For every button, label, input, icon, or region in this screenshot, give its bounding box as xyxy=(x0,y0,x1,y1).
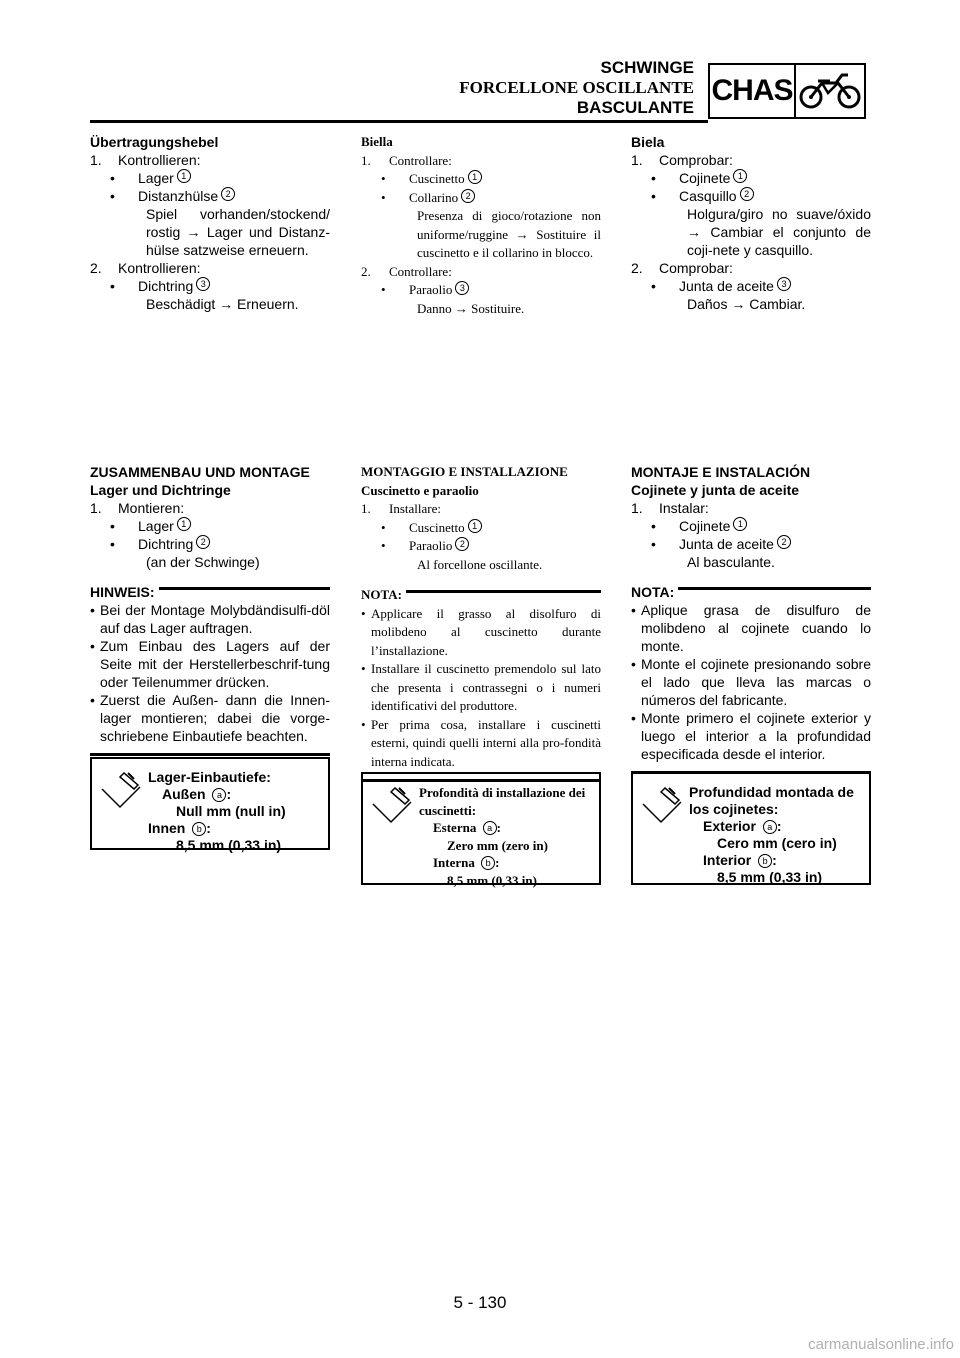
step-label: Controllare: xyxy=(389,263,452,279)
spec-inner: Interna b : xyxy=(433,855,500,870)
spec-inner: Interior b : xyxy=(703,852,777,868)
wrench-icon xyxy=(639,784,685,831)
section-titles xyxy=(459,58,694,118)
note-text: Monte el cojinete presionando sobre el lado que lleva las marcas o números del fabricante. xyxy=(641,656,871,708)
es-bottom-bullet1: • Cojinete 1 xyxy=(631,517,871,535)
it-top-step1 xyxy=(361,152,601,171)
es-top-bullet3-text: Daños → Cambiar. xyxy=(687,296,806,312)
de-note-header xyxy=(90,583,330,601)
motorcycle-icon xyxy=(796,65,864,117)
es-spec-box xyxy=(631,772,871,885)
step-number: 1. xyxy=(361,501,371,516)
callout-number: 2 xyxy=(221,187,235,201)
spec-outer-label: Exterior xyxy=(703,818,756,834)
it-spec-box xyxy=(361,772,601,888)
de-top-bullet2-text: Spiel vorhanden/stockend/ rostig → Lager und Distanz-hülse satzweise erneuern. xyxy=(146,206,330,258)
bullet-text: Paraolio xyxy=(409,538,453,553)
note-text: Per prima cosa, installare i cuscinetti esterni, quindi quelli interni alla pro-fondità interna indicata. xyxy=(371,716,601,769)
it-top-section xyxy=(361,133,601,318)
spec-title: Profundidad montada de los cojinetes: xyxy=(689,784,854,817)
step-label: Controllare: xyxy=(389,152,452,168)
note-label: HINWEIS: xyxy=(90,584,155,600)
es-note-item: • Monte primero el cojinete exterior y luego el interior a la profundidad especificada desde el interior. xyxy=(631,710,871,762)
spec-inner-value: 8,5 mm (0,33 in) xyxy=(447,872,537,888)
title-de: SCHWINGE xyxy=(600,58,694,77)
note-text: Bei der Montage Molybdändisulfi-döl auf das Lager auftragen. xyxy=(100,602,330,636)
es-top-bullet2: • Casquillo 2 xyxy=(631,187,871,205)
mark-letter: b xyxy=(758,854,772,868)
spec-inner-label: Interior xyxy=(703,852,752,868)
note-end-rule xyxy=(90,753,330,756)
it-bottom-step1 xyxy=(361,500,601,519)
step-number: 2. xyxy=(361,263,371,279)
spec-outer-value: Zero mm (zero in) xyxy=(447,837,548,853)
es-note-item: • Aplique grasa de disulfuro de molibdeno al cojinete cuando lo monte. xyxy=(631,602,871,654)
bullet-text: Dichtring xyxy=(138,536,194,552)
note-text: Applicare il grasso al disolfuro di molibdeno al cuscinetto durante l’installazione. xyxy=(371,605,601,658)
spec-inner-label: Interna xyxy=(433,855,475,870)
de-spec-box xyxy=(90,757,330,853)
bullet-text: Cuscinetto xyxy=(409,519,465,535)
spec-title: Lager-Einbautiefe: xyxy=(148,769,271,785)
callout-number: 2 xyxy=(196,535,210,549)
callout-number: 1 xyxy=(468,170,482,184)
title-it: FORCELLONE OSCILLANTE xyxy=(459,78,694,97)
it-bottom-section xyxy=(361,463,601,782)
title-es: BASCULANTE xyxy=(576,98,694,117)
spec-outer: Außen a : xyxy=(162,786,232,802)
es-note-item: • Monte el cojinete presionando sobre el lado que lleva las marcas o números del fabricante. xyxy=(631,656,871,708)
mark-letter: a xyxy=(483,821,497,835)
spec-inner-value: 8,5 mm (0,33 in) xyxy=(176,837,282,853)
spec-inner-value: 8,5 mm (0,33 in) xyxy=(717,869,823,885)
it-top-step2 xyxy=(361,263,601,282)
de-bottom-heading: ZUSAMMENBAU UND MONTAGE xyxy=(90,464,310,480)
callout-number: 2 xyxy=(461,189,475,203)
step-label: Instalar: xyxy=(659,500,709,516)
es-bottom-heading: MONTAJE E INSTALACIÓN xyxy=(631,464,811,480)
it-top-heading: Biella xyxy=(361,134,393,149)
mark-letter: a xyxy=(212,788,226,802)
it-note-item: • Per prima cosa, installare i cuscinetti esterni, quindi quelli interni alla pro-fondità interna indicata. xyxy=(361,716,601,772)
spec-inner: Innen b : xyxy=(148,820,211,836)
de-bottom-bullet2-text: (an der Schwinge) xyxy=(146,554,260,570)
step-number: 1. xyxy=(631,500,643,516)
mark-letter: b xyxy=(481,856,495,870)
es-top-heading: Biela xyxy=(631,134,665,150)
spec-outer-label: Esterna xyxy=(433,820,477,835)
it-bottom-heading: MONTAGGIO E INSTALLAZIONE xyxy=(361,464,568,479)
it-bottom-subheading: Cuscinetto e paraolio xyxy=(361,482,479,498)
callout-number: 3 xyxy=(777,277,791,291)
es-bottom-subheading: Cojinete y junta de aceite xyxy=(631,482,800,498)
note-text: Installare il cuscinetto premendolo sul lato che presenta i contrassegni o i numeri identificativi del produttore. xyxy=(371,661,601,713)
mark-letter: a xyxy=(763,820,777,834)
spec-outer-value: Cero mm (cero in) xyxy=(717,835,837,851)
es-top-bullet3: • Junta de aceite 3 xyxy=(631,277,871,295)
it-top-bullet3: • Paraolio 3 xyxy=(361,281,601,300)
spec-title: Profondità di installazione dei cuscinetti: xyxy=(419,785,586,818)
step-label: Installare: xyxy=(389,501,441,516)
it-top-bullet2-text: Presenza di gioco/rotazione non uniforme/ruggine → Sostituire il cuscinetto e il collarino in blocco. xyxy=(417,208,601,260)
spec-outer-label: Außen xyxy=(162,786,206,802)
bullet-text: Collarino xyxy=(409,189,459,205)
note-text: Zum Einbau des Lagers auf der Seite mit der Herstellerbeschrif-tung oder Teilenummer drücken. xyxy=(100,638,330,690)
de-top-bullet2: • Distanzhülse 2 xyxy=(90,187,330,205)
de-bottom-bullet1: • Lager 1 xyxy=(90,517,330,535)
spec-outer: Esterna a : xyxy=(433,820,501,835)
callout-number: 1 xyxy=(733,169,747,183)
watermark: carmanualsonline.info xyxy=(808,1336,954,1353)
de-note-item: • Bei der Montage Molybdändisulfi-döl auf das Lager auftragen. xyxy=(90,602,330,636)
step-number: 2. xyxy=(631,260,643,276)
it-bottom-bullet1: • Cuscinetto 1 xyxy=(361,519,601,538)
it-top-bullet1: • Cuscinetto 1 xyxy=(361,170,601,189)
note-label: NOTA: xyxy=(361,587,402,602)
step-number: 1. xyxy=(631,152,643,168)
de-top-bullet3: • Dichtring 3 xyxy=(90,277,330,295)
it-bottom-bullet2-text: Al forcellone oscillante. xyxy=(417,556,543,572)
es-top-bullet2-text: Holgura/giro no suave/óxido → Cambiar el conjunto de coji-nete y casquillo. xyxy=(687,206,871,258)
callout-number: 2 xyxy=(455,537,469,551)
step-number: 1. xyxy=(90,500,102,516)
it-top-bullet2: • Collarino 2 xyxy=(361,189,601,208)
it-top-bullet3-text: Danno → Sostituire. xyxy=(417,300,525,316)
de-bottom-section xyxy=(90,463,330,756)
de-top-step2 xyxy=(90,259,330,277)
bullet-text: Cuscinetto xyxy=(409,171,465,186)
bullet-text: Cojinete xyxy=(679,518,731,534)
es-top-bullet1: • Cojinete 1 xyxy=(631,169,871,187)
wrench-icon xyxy=(369,784,415,831)
de-top-heading: Übertragungshebel xyxy=(90,134,219,150)
it-note-item: • Installare il cuscinetto premendolo sul lato che presenta i contrassegni o i numeri identificativi del produttore. xyxy=(361,660,601,716)
bullet-text: Junta de aceite xyxy=(679,536,774,552)
de-bottom-subheading: Lager und Dichtringe xyxy=(90,482,231,498)
de-top-bullet1: • Lager 1 xyxy=(90,169,330,187)
spec-outer-value: Null mm (null in) xyxy=(176,803,286,819)
bullet-text: Dichtring xyxy=(138,278,194,294)
step-number: 1. xyxy=(361,152,371,168)
step-number: 2. xyxy=(90,260,102,276)
step-number: 1. xyxy=(90,152,102,168)
spec-inner-label: Innen xyxy=(148,820,186,836)
section-badge xyxy=(708,63,866,119)
bullet-text: Paraolio xyxy=(409,282,453,297)
es-bottom-step1 xyxy=(631,499,871,517)
it-note-header xyxy=(361,586,601,605)
es-bottom-bullet2-text: Al basculante. xyxy=(687,554,775,570)
note-text: Aplique grasa de disulfuro de molibdeno al cojinete cuando lo monte. xyxy=(641,602,871,654)
bullet-text: Junta de aceite xyxy=(679,278,774,294)
de-bottom-bullet2: • Dichtring 2 xyxy=(90,535,330,553)
callout-number: 3 xyxy=(196,277,210,291)
mark-letter: b xyxy=(192,822,206,836)
section-code: CHAS xyxy=(710,65,796,117)
de-top-section xyxy=(90,133,330,313)
callout-number: 1 xyxy=(733,517,747,531)
wrench-icon xyxy=(98,769,144,816)
bullet-text: Distanzhülse xyxy=(138,188,219,204)
callout-number: 3 xyxy=(455,281,469,295)
page-number: 5 - 130 xyxy=(453,1293,507,1312)
it-note-item: • Applicare il grasso al disolfuro di molibdeno al cuscinetto durante l’installazione. xyxy=(361,605,601,661)
step-label: Kontrollieren: xyxy=(118,152,201,168)
de-bottom-step1 xyxy=(90,499,330,517)
es-bottom-bullet2: • Junta de aceite 2 xyxy=(631,535,871,553)
callout-number: 1 xyxy=(177,169,191,183)
step-label: Kontrollieren: xyxy=(118,260,201,276)
callout-number: 1 xyxy=(468,519,482,533)
header-rule xyxy=(90,120,708,123)
de-top-step1 xyxy=(90,151,330,169)
note-text: Zuerst die Außen- dann die Innen-lager montieren; dabei die vorge-schriebene Einbautiefe beachten. xyxy=(100,692,330,744)
step-label: Comprobar: xyxy=(659,260,733,276)
es-bottom-section xyxy=(631,463,871,774)
callout-number: 2 xyxy=(740,187,754,201)
callout-number: 1 xyxy=(177,517,191,531)
bullet-text: Lager xyxy=(138,170,174,186)
bullet-text: Casquillo xyxy=(679,188,737,204)
it-bottom-bullet2: • Paraolio 2 xyxy=(361,537,601,556)
spec-outer: Exterior a : xyxy=(703,818,782,834)
step-label: Montieren: xyxy=(118,500,185,516)
note-text: Monte primero el cojinete exterior y luego el interior a la profundidad especificada desde el interior. xyxy=(641,710,871,762)
de-note-item: • Zum Einbau des Lagers auf der Seite mit der Herstellerbeschrif-tung oder Teilenummer drücken. xyxy=(90,638,330,690)
de-top-bullet3-text: Beschädigt → Erneuern. xyxy=(146,296,299,312)
note-label: NOTA: xyxy=(631,584,675,600)
callout-number: 2 xyxy=(777,535,791,549)
es-note-header xyxy=(631,583,871,601)
es-top-section xyxy=(631,133,871,313)
de-note-item: • Zuerst die Außen- dann die Innen-lager montieren; dabei die vorge-schriebene Einbautiefe beachten. xyxy=(90,692,330,744)
bullet-text: Lager xyxy=(138,518,174,534)
es-top-step1 xyxy=(631,151,871,169)
step-label: Comprobar: xyxy=(659,152,733,168)
es-top-step2 xyxy=(631,259,871,277)
bullet-text: Cojinete xyxy=(679,170,731,186)
